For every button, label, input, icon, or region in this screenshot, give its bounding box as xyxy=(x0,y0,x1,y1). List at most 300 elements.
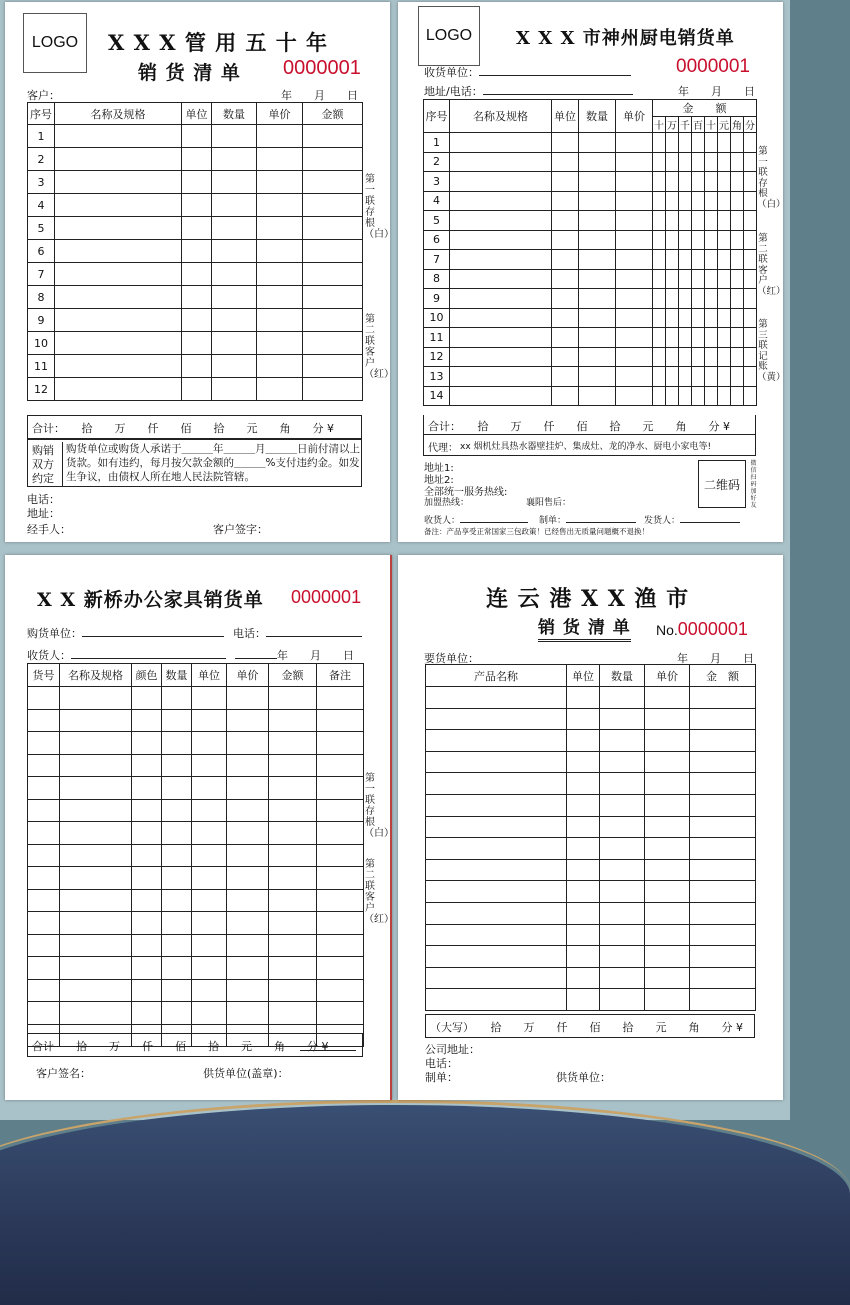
table-cell xyxy=(600,881,645,903)
table-cell xyxy=(679,191,692,211)
table-row xyxy=(28,822,364,845)
col-header: 序号 xyxy=(424,100,450,133)
table-cell xyxy=(269,979,317,1002)
table-cell xyxy=(303,125,363,148)
date-line xyxy=(235,648,277,659)
table-cell xyxy=(579,347,616,367)
table-cell xyxy=(600,967,645,989)
buyer-line xyxy=(82,626,224,637)
table-row xyxy=(28,378,363,401)
table-cell xyxy=(653,250,666,270)
table-cell xyxy=(616,250,653,270)
table-row xyxy=(28,194,363,217)
table-cell xyxy=(579,250,616,270)
table-cell xyxy=(182,309,212,332)
table-cell xyxy=(257,309,303,332)
sender-label xyxy=(644,513,740,526)
table-cell xyxy=(690,946,756,968)
table-cell xyxy=(269,912,317,935)
address2-label: 地址2: xyxy=(424,475,454,486)
total-row xyxy=(27,415,362,439)
table-cell xyxy=(692,191,705,211)
table-row xyxy=(28,217,363,240)
table-row xyxy=(426,946,756,968)
table-cell xyxy=(645,989,690,1011)
table-cell xyxy=(744,328,757,348)
table-cell xyxy=(162,979,192,1002)
table-cell xyxy=(679,133,692,153)
table-cell xyxy=(679,308,692,328)
table-cell xyxy=(450,328,552,348)
table-cell xyxy=(579,386,616,406)
form-number: 0000001 xyxy=(676,56,750,77)
table-cell xyxy=(227,1002,269,1025)
table-cell xyxy=(616,289,653,309)
hotline-label: 全部统一服务热线: xyxy=(424,487,508,498)
remark-text: 备注：产品享受正常国家三包政策！已经售出无质量问题概不退换！ xyxy=(424,527,649,536)
table-cell xyxy=(257,332,303,355)
table-cell xyxy=(731,386,744,406)
total-row xyxy=(423,415,756,434)
table-cell xyxy=(28,799,60,822)
digit-header: 十 xyxy=(705,117,718,133)
phone-label: 电话： xyxy=(27,493,60,506)
table-cell xyxy=(257,263,303,286)
table-cell xyxy=(55,378,182,401)
table-cell xyxy=(744,191,757,211)
table-cell xyxy=(55,332,182,355)
receipt-form-3 xyxy=(5,555,392,1100)
table-row xyxy=(426,730,756,752)
table-cell xyxy=(600,924,645,946)
table-cell xyxy=(60,732,132,755)
table-cell xyxy=(718,367,731,387)
receiver-unit-label xyxy=(424,64,631,80)
table-cell xyxy=(426,794,567,816)
table-cell xyxy=(28,777,60,800)
table-cell xyxy=(257,217,303,240)
table-cell xyxy=(552,308,579,328)
row-number: 6 xyxy=(28,240,55,263)
row-number: 5 xyxy=(424,211,450,231)
table-row xyxy=(28,777,364,800)
table-cell xyxy=(450,289,552,309)
table-cell xyxy=(257,240,303,263)
digit-header: 十 xyxy=(653,117,666,133)
table-cell xyxy=(705,133,718,153)
table-row xyxy=(426,816,756,838)
table-cell xyxy=(28,934,60,957)
table-cell xyxy=(579,172,616,192)
table-cell xyxy=(718,172,731,192)
receipt-form-4 xyxy=(398,555,783,1100)
agreement-label: 购销双方约定 xyxy=(32,444,54,485)
table-cell xyxy=(132,844,162,867)
col-header: 名称及规格 xyxy=(55,103,182,125)
table-row xyxy=(426,838,756,860)
table-cell xyxy=(645,773,690,795)
supplier-seal-label: 供货单位(盖章)： xyxy=(203,1067,289,1080)
table-cell xyxy=(212,194,257,217)
receiver-unit-text: 收货单位： xyxy=(424,66,479,79)
table-cell xyxy=(645,687,690,709)
logo-placeholder: LOGO xyxy=(418,6,480,66)
row-number: 12 xyxy=(28,378,55,401)
table-cell xyxy=(616,211,653,231)
table-cell xyxy=(653,308,666,328)
table-cell xyxy=(60,687,132,710)
table-cell xyxy=(552,269,579,289)
table-cell xyxy=(162,912,192,935)
table-cell xyxy=(744,172,757,192)
table-cell xyxy=(132,1002,162,1025)
total-row xyxy=(27,1033,363,1057)
table-cell xyxy=(600,751,645,773)
table-cell xyxy=(692,386,705,406)
table-cell xyxy=(666,386,679,406)
col-header: 数量 xyxy=(600,665,645,687)
address-label: 地址： xyxy=(27,507,60,520)
table-cell xyxy=(303,217,363,240)
col-header: 序号 xyxy=(28,103,55,125)
table-cell xyxy=(579,152,616,172)
table-cell xyxy=(690,989,756,1011)
table-row xyxy=(426,794,756,816)
table-cell xyxy=(303,194,363,217)
table-cell xyxy=(567,730,600,752)
col-header: 备注 xyxy=(317,664,364,687)
table-cell xyxy=(426,773,567,795)
table-row xyxy=(426,902,756,924)
table-cell xyxy=(303,240,363,263)
table-row xyxy=(28,148,363,171)
table-cell xyxy=(60,709,132,732)
table-cell xyxy=(162,844,192,867)
table-cell xyxy=(692,211,705,231)
table-row xyxy=(28,355,363,378)
table-cell xyxy=(60,1002,132,1025)
supplier-label: 供货单位： xyxy=(556,1071,611,1084)
items-table xyxy=(27,102,363,401)
table-cell xyxy=(705,191,718,211)
table-cell xyxy=(28,889,60,912)
row-number: 4 xyxy=(28,194,55,217)
digit-header: 角 xyxy=(731,117,744,133)
table-cell xyxy=(450,211,552,231)
table-cell xyxy=(317,709,364,732)
table-cell xyxy=(192,912,227,935)
date-text: 年 月 日 xyxy=(277,649,354,662)
table-cell xyxy=(55,125,182,148)
table-cell xyxy=(731,328,744,348)
table-row xyxy=(426,967,756,989)
company-address-label: 公司地址： xyxy=(425,1043,480,1056)
table-row xyxy=(424,386,757,406)
table-cell xyxy=(132,687,162,710)
table-cell xyxy=(579,308,616,328)
table-cell xyxy=(718,152,731,172)
table-cell xyxy=(426,751,567,773)
table-cell xyxy=(653,367,666,387)
table-cell xyxy=(616,269,653,289)
form-subtitle: 销 货 清 单 xyxy=(538,613,631,642)
table-cell xyxy=(690,902,756,924)
table-cell xyxy=(426,687,567,709)
table-cell xyxy=(705,367,718,387)
table-cell xyxy=(567,816,600,838)
table-cell xyxy=(552,328,579,348)
table-cell xyxy=(450,172,552,192)
table-cell xyxy=(705,308,718,328)
table-cell xyxy=(192,777,227,800)
table-cell xyxy=(552,386,579,406)
agent-label: 代理： xyxy=(428,443,458,454)
table-cell xyxy=(744,230,757,250)
table-row xyxy=(28,799,364,822)
col-header: 货号 xyxy=(28,664,60,687)
table-row xyxy=(424,308,757,328)
table-cell xyxy=(645,946,690,968)
row-number: 1 xyxy=(28,125,55,148)
table-cell xyxy=(60,867,132,890)
table-cell xyxy=(679,152,692,172)
table-cell xyxy=(653,386,666,406)
table-cell xyxy=(653,211,666,231)
table-cell xyxy=(645,794,690,816)
table-cell xyxy=(162,799,192,822)
table-cell xyxy=(60,822,132,845)
table-row xyxy=(28,309,363,332)
table-cell xyxy=(450,347,552,367)
row-number: 12 xyxy=(424,347,450,367)
table-cell xyxy=(317,732,364,755)
receiver-label xyxy=(424,513,528,526)
col-header: 金额 xyxy=(303,103,363,125)
table-cell xyxy=(192,957,227,980)
table-cell xyxy=(450,191,552,211)
table-cell xyxy=(132,777,162,800)
table-cell xyxy=(718,386,731,406)
table-cell xyxy=(666,328,679,348)
col-header: 金 额 xyxy=(690,665,756,687)
table-cell xyxy=(192,979,227,1002)
table-cell xyxy=(616,230,653,250)
table-row xyxy=(424,152,757,172)
table-cell xyxy=(227,889,269,912)
table-row xyxy=(424,133,757,153)
col-header: 名称及规格 xyxy=(60,664,132,687)
table-cell xyxy=(55,240,182,263)
row-number: 9 xyxy=(28,309,55,332)
table-cell xyxy=(692,230,705,250)
table-row xyxy=(426,989,756,1011)
table-cell xyxy=(744,152,757,172)
buyer-text: 购货单位： xyxy=(27,627,82,640)
digit-header: 分 xyxy=(744,117,757,133)
table-cell xyxy=(705,269,718,289)
table-cell xyxy=(645,881,690,903)
table-cell xyxy=(600,687,645,709)
table-cell xyxy=(257,286,303,309)
copy-label-3: 第三联记账（黄） xyxy=(757,319,786,383)
table-cell xyxy=(616,172,653,192)
col-header: 金额 xyxy=(269,664,317,687)
col-header: 产品名称 xyxy=(426,665,567,687)
table-cell xyxy=(645,708,690,730)
table-cell xyxy=(653,347,666,367)
table-row xyxy=(28,844,364,867)
receiver-line xyxy=(71,648,226,659)
table-cell xyxy=(55,355,182,378)
table-row xyxy=(424,250,757,270)
table-cell xyxy=(426,924,567,946)
row-number: 2 xyxy=(424,152,450,172)
agreement-text: 购货单位或购货人承诺于＿＿＿年＿＿＿月＿＿＿日前付清以上货款。如有违约，每月按欠款金额的＿＿＿%支付违约金。如发生争议，由债权人所在地人民法院管辖。 xyxy=(62,442,362,486)
table-cell xyxy=(269,889,317,912)
table-cell xyxy=(653,133,666,153)
items-table xyxy=(425,664,756,1011)
receipt-form-1 xyxy=(5,2,394,542)
table-row xyxy=(426,708,756,730)
table-cell xyxy=(28,979,60,1002)
table-cell xyxy=(692,347,705,367)
row-number: 2 xyxy=(28,148,55,171)
table-row xyxy=(424,230,757,250)
table-cell xyxy=(269,844,317,867)
table-cell xyxy=(552,211,579,231)
table-cell xyxy=(552,367,579,387)
table-cell xyxy=(552,250,579,270)
items-table xyxy=(423,99,757,406)
table-cell xyxy=(227,754,269,777)
receiver-line xyxy=(460,514,528,523)
table-cell xyxy=(317,1002,364,1025)
table-row xyxy=(28,754,364,777)
table-cell xyxy=(269,709,317,732)
table-cell xyxy=(192,889,227,912)
table-cell xyxy=(317,979,364,1002)
table-cell xyxy=(552,230,579,250)
table-cell xyxy=(744,308,757,328)
table-row xyxy=(426,859,756,881)
table-cell xyxy=(269,799,317,822)
table-cell xyxy=(132,732,162,755)
table-cell xyxy=(653,289,666,309)
table-cell xyxy=(212,355,257,378)
col-header: 单位 xyxy=(192,664,227,687)
table-cell xyxy=(162,732,192,755)
digit-header: 百 xyxy=(692,117,705,133)
table-cell xyxy=(616,347,653,367)
table-cell xyxy=(645,730,690,752)
table-cell xyxy=(731,289,744,309)
table-row xyxy=(28,171,363,194)
sender-text: 发货人： xyxy=(644,516,681,526)
table-cell xyxy=(600,946,645,968)
table-cell xyxy=(162,957,192,980)
table-cell xyxy=(616,386,653,406)
table-cell xyxy=(303,148,363,171)
table-row xyxy=(426,751,756,773)
table-cell xyxy=(705,328,718,348)
table-cell xyxy=(28,957,60,980)
table-cell xyxy=(192,732,227,755)
table-cell xyxy=(666,211,679,231)
copy-label-2: 第二联客户（红） xyxy=(364,859,394,925)
agent-box xyxy=(423,434,756,456)
table-cell xyxy=(616,308,653,328)
table-row xyxy=(424,269,757,289)
address1-label: 地址1: xyxy=(424,463,454,474)
table-cell xyxy=(227,934,269,957)
table-cell xyxy=(426,838,567,860)
table-cell xyxy=(132,934,162,957)
table-cell xyxy=(679,289,692,309)
table-cell xyxy=(567,708,600,730)
table-cell xyxy=(28,867,60,890)
table-row xyxy=(28,867,364,890)
table-cell xyxy=(744,289,757,309)
table-cell xyxy=(192,867,227,890)
table-cell xyxy=(132,754,162,777)
table-cell xyxy=(718,308,731,328)
table-cell xyxy=(162,754,192,777)
table-cell xyxy=(679,347,692,367)
row-number: 7 xyxy=(424,250,450,270)
table-cell xyxy=(227,732,269,755)
table-cell xyxy=(269,957,317,980)
table-cell xyxy=(718,133,731,153)
table-cell xyxy=(731,308,744,328)
table-cell xyxy=(227,867,269,890)
total-row xyxy=(425,1014,755,1038)
table-cell xyxy=(579,367,616,387)
table-cell xyxy=(257,355,303,378)
backdrop-arc xyxy=(0,1100,850,1243)
table-cell xyxy=(182,240,212,263)
table-cell xyxy=(227,777,269,800)
table-cell xyxy=(616,328,653,348)
table-cell xyxy=(28,754,60,777)
phone-label xyxy=(233,625,362,641)
col-header: 单位 xyxy=(552,100,579,133)
table-cell xyxy=(269,822,317,845)
table-cell xyxy=(182,125,212,148)
table-cell xyxy=(666,367,679,387)
table-cell xyxy=(653,191,666,211)
table-cell xyxy=(257,194,303,217)
table-cell xyxy=(182,378,212,401)
logo-placeholder: LOGO xyxy=(23,13,87,73)
total-label: 合计 拾 万 仟 佰 拾 元 角 分 ¥ xyxy=(32,1040,329,1053)
table-row xyxy=(28,732,364,755)
form-title: 连 云 港 X X 渔 市 xyxy=(486,586,690,612)
table-cell xyxy=(303,355,363,378)
table-cell xyxy=(600,730,645,752)
maker-label: 制单： xyxy=(425,1071,458,1084)
col-header: 单位 xyxy=(567,665,600,687)
qr-note: 微信扫码加好友 xyxy=(750,460,757,509)
table-cell xyxy=(679,367,692,387)
copy-label-1: 第一联存根（白） xyxy=(364,174,394,240)
table-cell xyxy=(692,367,705,387)
table-cell xyxy=(450,250,552,270)
col-header: 金 额 xyxy=(653,100,757,117)
table-cell xyxy=(192,799,227,822)
table-cell xyxy=(212,148,257,171)
maker-label xyxy=(539,513,636,526)
table-cell xyxy=(426,967,567,989)
